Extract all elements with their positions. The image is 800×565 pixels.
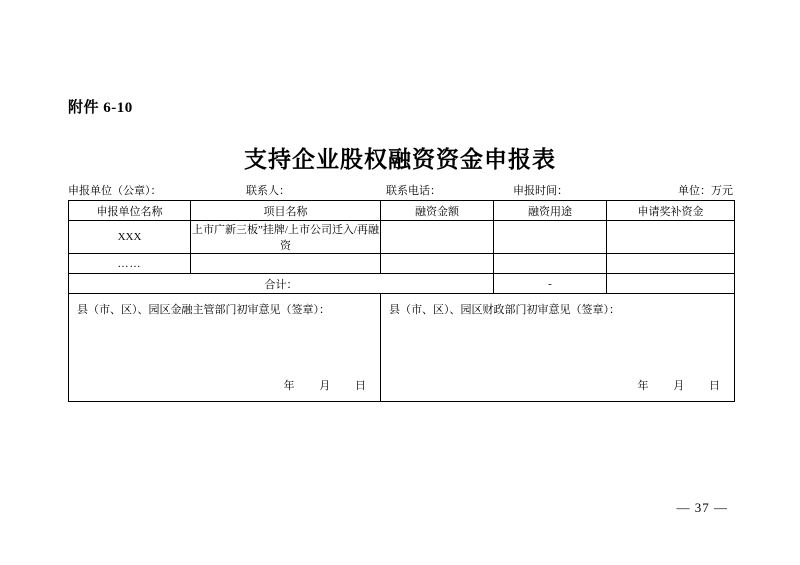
date-month-right: 月 — [673, 380, 685, 392]
page-number: — 37 — — [676, 500, 728, 515]
meta-unit-seal: 申报单位（公章）： — [68, 185, 162, 197]
header-unit-name: 申报单位名称 — [69, 201, 191, 221]
date-day-left: 日 — [355, 380, 366, 392]
cell-subsidy[interactable] — [607, 221, 735, 254]
meta-row — [68, 182, 733, 198]
table-row — [69, 254, 735, 274]
table-row — [69, 221, 735, 254]
meta-report-time: 申报时间： — [513, 185, 568, 197]
signature-cell-finance-department[interactable] — [381, 294, 735, 402]
cell-purpose[interactable] — [494, 221, 607, 254]
total-value: - — [494, 274, 607, 294]
date-day-right: 日 — [709, 380, 720, 392]
cell-amount[interactable] — [381, 221, 494, 254]
page-title: 支持企业股权融资资金申报表 — [244, 147, 556, 172]
date-month-left: 月 — [319, 380, 331, 392]
total-subsidy[interactable] — [607, 274, 735, 294]
cell-subsidy[interactable] — [607, 254, 735, 274]
header-purpose: 融资用途 — [494, 201, 607, 221]
header-subsidy: 申请奖补资金 — [607, 201, 735, 221]
table-total-row — [69, 274, 735, 294]
cell-project-name[interactable] — [191, 254, 381, 274]
meta-contact-phone: 联系电话： — [386, 185, 441, 197]
attachment-label: 附件 6-10 — [68, 100, 133, 116]
signature-cell-financial-authority[interactable] — [69, 294, 381, 402]
date-year-right: 年 — [637, 380, 649, 392]
signature-row — [69, 294, 735, 402]
cell-unit-name[interactable]: XXX — [69, 221, 191, 254]
meta-unit-currency: 单位：万元 — [678, 185, 733, 197]
meta-contact-person: 联系人： — [246, 185, 290, 197]
cell-unit-name[interactable]: …… — [69, 254, 191, 274]
date-line-right — [638, 377, 721, 393]
signature-label-right: 县（市、区）、园区财政部门初审意见（签章）： — [389, 304, 620, 316]
total-label: 合计： — [69, 274, 494, 294]
cell-project-name[interactable]: 上市广新三板”挂牌/上市公司迁入/再融资 — [191, 221, 381, 254]
cell-purpose[interactable] — [494, 254, 607, 274]
table-header-row — [69, 201, 735, 221]
date-line-left — [284, 377, 367, 393]
date-year-left: 年 — [283, 380, 295, 392]
cell-amount[interactable] — [381, 254, 494, 274]
header-project-name: 项目名称 — [191, 201, 381, 221]
header-amount: 融资金额 — [381, 201, 494, 221]
declaration-table — [68, 200, 735, 402]
signature-label-left: 县（市、区）、园区金融主管部门初审意见（签章）： — [77, 304, 330, 316]
